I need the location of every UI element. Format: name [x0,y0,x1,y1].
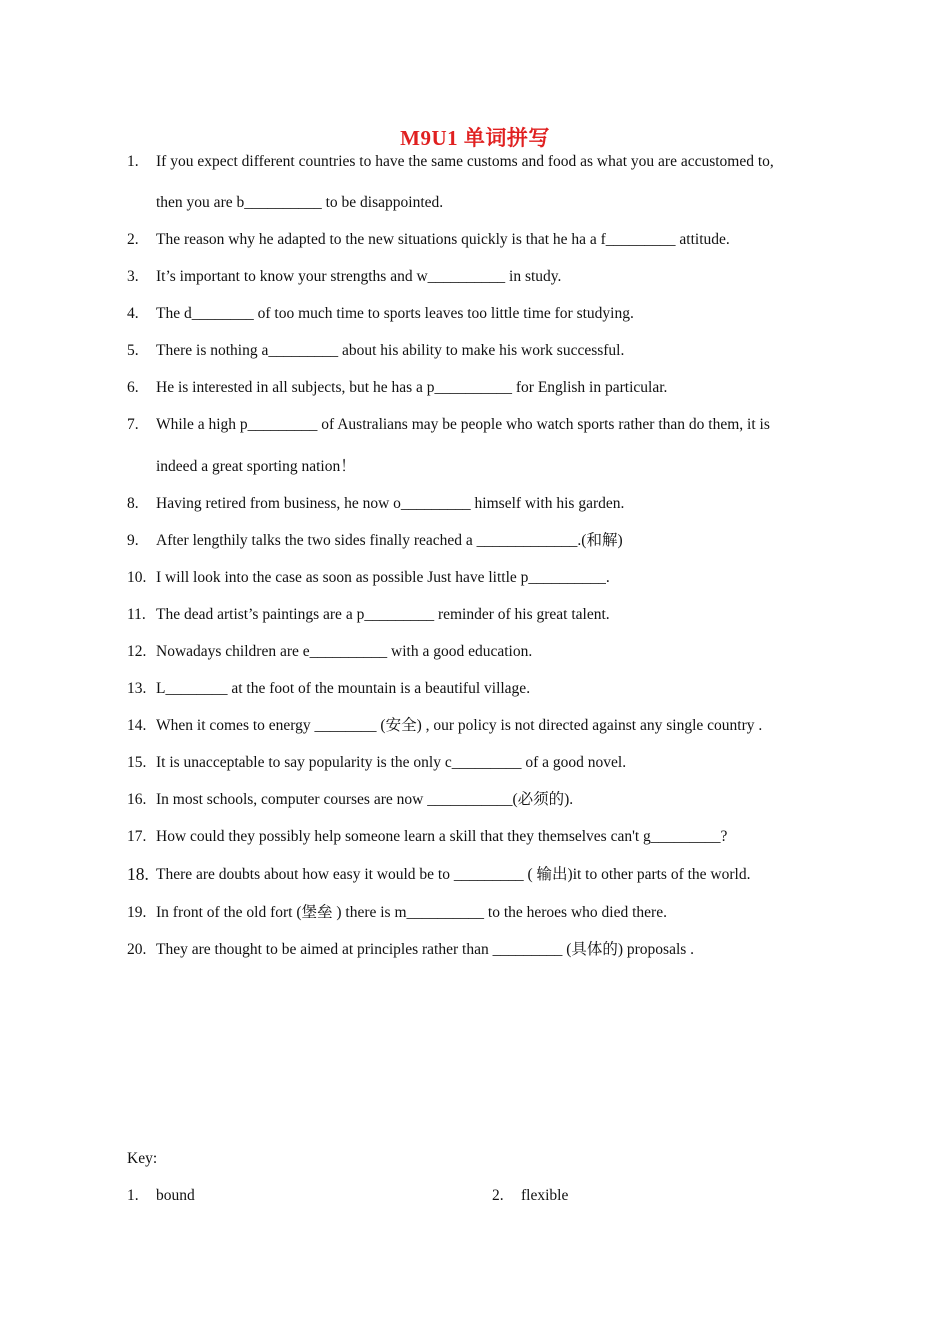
question-text: L________ at the foot of the mountain is a beautiful village. [156,680,531,697]
question-text: How could they possibly help someone learn a skill that they themselves can't g_________? [156,828,728,845]
question-text: The dead artist’s paintings are a p_________ reminder of his great talent. [156,606,610,623]
question-number: 1. [127,153,139,170]
question-number: 13. [127,680,147,697]
question-text: The reason why he adapted to the new situations quickly is that he ha a f_________ attitude. [156,231,730,248]
question-text: indeed a great sporting nation！ [156,458,356,475]
question-text: It is unacceptable to say popularity is the only c_________ of a good novel. [156,754,627,771]
question-number: 5. [127,342,139,359]
question-number: 12. [127,643,147,660]
question-number: 11. [127,606,146,623]
question-text: After lengthily talks the two sides finally reached a _____________.(和解) [156,532,623,549]
question-number: 8. [127,495,139,512]
question-text: It’s important to know your strengths and w__________ in study. [156,268,562,285]
question-text: While a high p_________ of Australians may be people who watch sports rather than do them, it is [156,416,770,433]
question-text: There is nothing a_________ about his ability to make his work successful. [156,342,625,359]
question-number: 16. [127,791,147,808]
answer-text: flexible [521,1187,569,1204]
answer-number: 2. [492,1187,504,1204]
question-number: 14. [127,717,147,734]
question-number: 9. [127,532,139,549]
question-text: In most schools, computer courses are now ___________(必须的). [156,791,574,808]
question-number: 7. [127,416,139,433]
question-number: 15. [127,754,147,771]
question-text: If you expect different countries to have the same customs and food as what you are accustomed to, [156,153,774,170]
question-number: 2. [127,231,139,248]
question-number: 6. [127,379,139,396]
question-text: He is interested in all subjects, but he has a p__________ for English in particular. [156,379,668,396]
answer-text: bound [156,1187,195,1204]
question-text: When it comes to energy ________ (安全) , our policy is not directed against any single country . [156,717,763,734]
question-text: There are doubts about how easy it would be to _________ ( 输出)it to other parts of the world. [156,866,751,883]
question-number: 10. [127,569,147,586]
question-text: I will look into the case as soon as possible Just have little p__________. [156,569,610,586]
question-number: 17. [127,828,147,845]
question-number: 4. [127,305,139,322]
key-heading: Key: [127,1150,158,1167]
question-text: Nowadays children are e__________ with a good education. [156,643,533,660]
question-text: The d________ of too much time to sports leaves too little time for studying. [156,305,634,322]
question-number: 20. [127,941,147,958]
question-number: 3. [127,268,139,285]
page-title: M9U1 单词拼写 [400,126,550,150]
question-number: 18. [127,864,149,884]
question-text: then you are b__________ to be disappointed. [156,194,444,211]
question-text: Having retired from business, he now o_________ himself with his garden. [156,495,625,512]
question-text: In front of the old fort (堡垒 ) there is m__________ to the heroes who died there. [156,904,667,921]
question-number: 19. [127,904,147,921]
question-text: They are thought to be aimed at principles rather than _________ (具体的) proposals . [156,941,695,958]
answer-number: 1. [127,1187,139,1204]
